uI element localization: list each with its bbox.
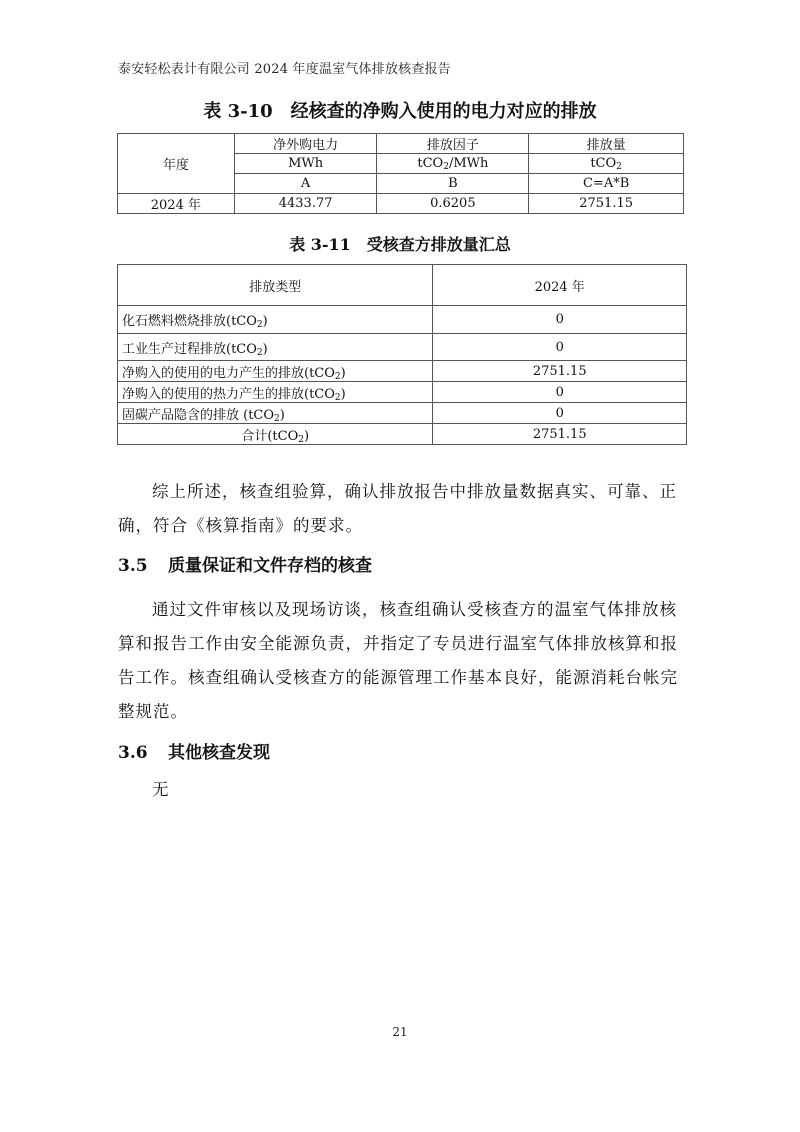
table-row	[118, 403, 687, 424]
emission-amount-header: 排放量	[529, 134, 684, 154]
row-label: 固碳产品隐含的排放 (tCO$_2$)	[118, 403, 433, 424]
section-title: 其他核查发现	[168, 743, 270, 763]
emission-summary-table	[117, 264, 687, 445]
table-row	[118, 306, 687, 334]
table-row	[118, 382, 687, 403]
year-2024-header: 2024 年	[433, 265, 687, 306]
row-label: 化石燃料燃烧排放(tCO$_2$)	[118, 306, 433, 334]
page-header: 泰安轻松表计有限公司 2024 年度温室气体排放核查报告	[118, 62, 451, 77]
row-value: 0	[433, 403, 687, 424]
year-header: 年度	[118, 134, 235, 194]
row-label: 工业生产过程排放(tCO$_2$)	[118, 334, 433, 361]
total-row	[118, 424, 687, 445]
emission-factor-header: 排放因子	[377, 134, 529, 154]
section-number: 3.5	[118, 556, 148, 576]
electricity-unit: MWh	[234, 154, 377, 174]
section-heading-3-6	[118, 738, 270, 763]
conclusion-paragraph: 综上所述，核查组验算，确认排放报告中排放量数据真实、可靠、正确，符合《核算指南》的要求。	[118, 482, 677, 535]
section-title: 质量保证和文件存档的核查	[168, 556, 372, 576]
electricity-emission-table	[117, 133, 684, 214]
symbol-c: C=A*B	[529, 174, 684, 194]
table-row	[118, 361, 687, 382]
symbol-a: A	[234, 174, 377, 194]
purchased-electricity-header: 净外购电力	[234, 134, 377, 154]
factor-unit: tCO$_2$/MWh	[377, 154, 529, 174]
row-value: 0	[433, 334, 687, 361]
row-label: 净购入的使用的热力产生的排放(tCO$_2$)	[118, 382, 433, 403]
row-label: 净购入的使用的电力产生的排放(tCO$_2$)	[118, 361, 433, 382]
row-value: 0	[433, 382, 687, 403]
table2-caption: 表 3-11 受核查方排放量汇总	[289, 235, 511, 254]
emission-unit: tCO$_2$	[529, 154, 684, 174]
table1-caption: 表 3-10 经核查的净购入使用的电力对应的排放	[203, 101, 597, 122]
emission-type-header: 排放类型	[118, 265, 433, 306]
row-year: 2024 年	[118, 194, 235, 214]
quality-paragraph: 通过文件审核以及现场访谈，核查组确认受核查方的温室气体排放核算和报告工作由安全能源负责，并指定了专员进行温室气体排放核算和报告工作。核查组确认受核查方的能源管理工作基本良好，能源消耗台帐完整规范。	[118, 600, 678, 721]
section-number: 3.6	[118, 743, 148, 763]
table-row	[118, 334, 687, 361]
row-value: 2751.15	[433, 361, 687, 382]
section-heading-3-5	[118, 551, 372, 576]
electricity-value: 4433.77	[234, 194, 377, 214]
symbol-b: B	[377, 174, 529, 194]
row-value: 0	[433, 306, 687, 334]
emission-value: 2751.15	[529, 194, 684, 214]
other-findings-text: 无	[152, 780, 169, 799]
page-number: 21	[392, 1025, 408, 1039]
factor-value: 0.6205	[377, 194, 529, 214]
total-label: 合计(tCO$_2$)	[118, 424, 433, 445]
total-value: 2751.15	[433, 424, 687, 445]
